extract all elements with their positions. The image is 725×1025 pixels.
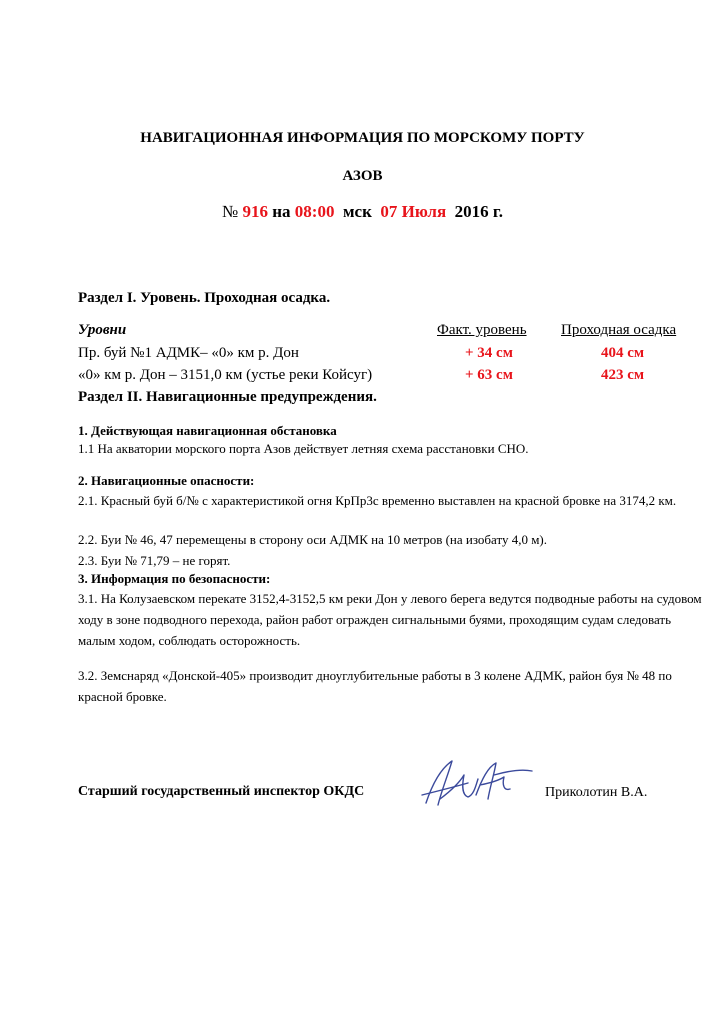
signer-name: Приколотин В.А. xyxy=(545,785,648,800)
safety-item-2: 3.2. Земснаряд «Донской-405» производит дноуглубительные работы в 3 колене АДМК, район буя № 48 по красной бровке. xyxy=(78,668,672,704)
number-sign: № xyxy=(222,202,239,221)
handwritten-signature xyxy=(418,755,538,815)
msk-label: мск xyxy=(342,202,372,221)
level-row-1-draft: 404 см xyxy=(601,345,645,361)
signer-position: Старший государственный инспектор ОКДС xyxy=(78,784,365,799)
level-row-2-fact: + 63 см xyxy=(465,367,513,383)
document-title: НАВИГАЦИОННАЯ ИНФОРМАЦИЯ ПО МОРСКОМУ ПОРТУ xyxy=(140,130,585,146)
hazard-item-1: 2.1. Красный буй б/№ с характеристикой огня КрПр3с временно выставлен на красной бровке на 3174,2 км. xyxy=(78,493,677,508)
section2-title: Раздел II. Навигационные предупреждения. xyxy=(78,389,377,405)
port-name: АЗОВ xyxy=(342,168,383,184)
col-header-fact: Факт. уровень xyxy=(437,322,527,338)
level-row-1-name: Пр. буй №1 АДМК– «0» км р. Дон xyxy=(78,345,299,361)
subsection1-item: 1.1 На акватории морского порта Азов действует летняя схема расстановки СНО. xyxy=(78,441,529,456)
subsection2-title: 2. Навигационные опасности: xyxy=(78,473,255,488)
col-header-levels: Уровни xyxy=(78,322,127,338)
hazard-item-2: 2.2. Буи № 46, 47 перемещены в сторону оси АДМК на 10 метров (на изобату 4,0 м). xyxy=(78,532,548,547)
at-label: на xyxy=(272,202,291,221)
level-row-2-draft: 423 см xyxy=(601,367,645,383)
col-header-draft: Проходная осадка xyxy=(561,322,677,338)
safety-item-1: 3.1. На Колузаевском перекате 3152,4-3152,5 км реки Дон у левого берега ведутся подводные работы на судовом ходу в зоне подводного перехода, район работ огражден сигнальными буями, проходящим судам следовать малым ходом, соблюдать осторожность. xyxy=(78,591,702,648)
issue-year: 2016 г. xyxy=(454,202,503,221)
level-row-2-name: «0» км р. Дон – 3151,0 км (устье реки Койсуг) xyxy=(78,367,373,383)
issue-date: 07 Июля xyxy=(380,202,447,221)
issue-number: 916 xyxy=(242,202,268,221)
section1-title: Раздел I. Уровень. Проходная осадка. xyxy=(78,290,331,306)
issue-time: 08:00 xyxy=(294,202,335,221)
issue-line xyxy=(0,202,725,222)
hazard-item-3: 2.3. Буи № 71,79 – не горят. xyxy=(78,553,231,568)
subsection3-title: 3. Информация по безопасности: xyxy=(78,571,271,586)
level-row-1-fact: + 34 см xyxy=(465,345,513,361)
subsection1-title: 1. Действующая навигационная обстановка xyxy=(78,423,337,438)
